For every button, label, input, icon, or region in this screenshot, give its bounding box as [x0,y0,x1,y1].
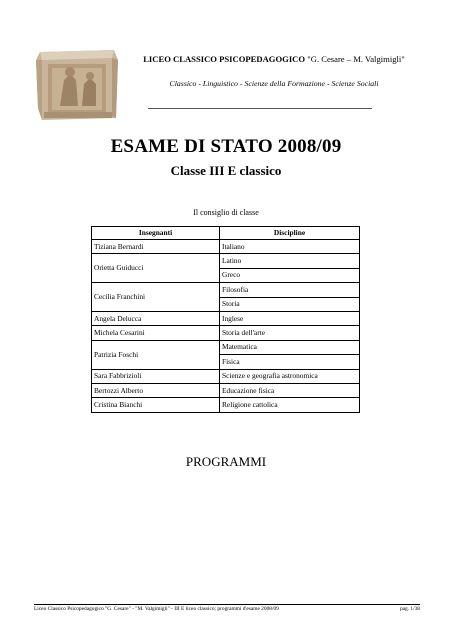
document-title: ESAME DI STATO 2008/09 [110,136,342,157]
subject-cell: Italiano [220,240,360,254]
table-row [92,326,360,340]
header-divider [148,108,372,109]
subject-cell: Storia [220,297,360,311]
class-label: Classe III E classico [170,163,282,178]
programmi-heading: PROGRAMMI [185,454,267,469]
school-name [124,54,424,64]
teachers-table-body [92,240,360,413]
subject-cell: Latino [220,254,360,268]
teacher-cell: Tiziana Bernardi [92,240,220,254]
subject-cell: Storia dell'arte [220,326,360,340]
teacher-cell: Cristina Bianchi [92,398,220,412]
subject-cell: Educazione fisica [220,383,360,397]
footer-divider [34,604,420,605]
teacher-cell: Bertozzi Alberto [92,383,220,397]
teacher-cell: Michela Cesarini [92,326,220,340]
teacher-cell: Patrizia Foschi [92,340,220,369]
school-logo-stone-relief [34,46,120,124]
table-row [92,383,360,397]
subject-cell: Matematica [220,340,360,354]
table-row [92,283,360,297]
school-subtitle: Classico - Linguistico - Scienze della Formazione - Scienze Sociali [169,79,379,88]
teacher-cell: Angela Delucca [92,311,220,325]
table-header-row [92,227,360,240]
subject-cell: Filosofia [220,283,360,297]
table-row [92,398,360,412]
table-row [92,340,360,354]
teacher-cell: Cecilia Franchini [92,283,220,312]
council-heading: Il consiglio di classe [193,208,259,217]
table-row [92,369,360,383]
school-name-bold: LICEO CLASSICO PSICOPEDAGOGICO [143,54,306,64]
teacher-cell: Sara Fabbrizioli [92,369,220,383]
subject-cell: Inglese [220,311,360,325]
table-row [92,311,360,325]
school-name-rest: "G. Cesare – M. Valgimigli" [305,54,405,64]
table-row [92,240,360,254]
teachers-table [91,226,360,413]
subject-cell: Scienze e geografia astronomica [220,369,360,383]
table-row [92,254,360,268]
footer-text: Liceo Classico Psicopedagogico "G. Cesare" - "M. Valgimigli" - III E liceo classico; programmi d'esame 2008/09 [34,606,279,612]
column-header-subjects: Discipline [220,227,360,240]
column-header-teachers: Insegnanti [92,227,220,240]
page-number: pag. 1/38 [399,606,420,612]
subject-cell: Fisica [220,355,360,369]
teacher-cell: Orietta Guiducci [92,254,220,283]
subject-cell: Greco [220,268,360,282]
subject-cell: Religione cattolica [220,398,360,412]
